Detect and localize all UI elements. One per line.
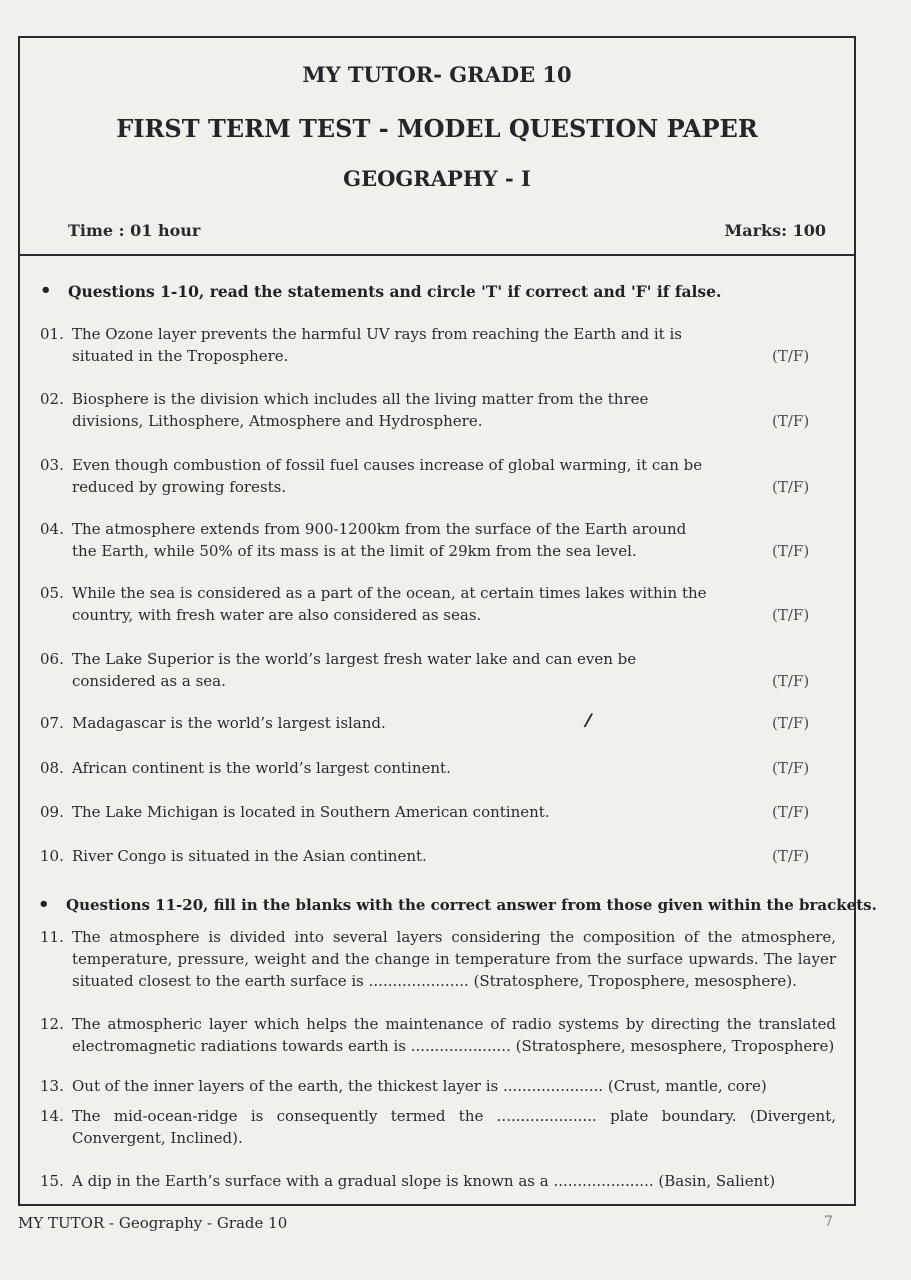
question-number: 08.: [40, 759, 64, 777]
bullet-icon: •: [40, 280, 52, 301]
footer-label: MY TUTOR - Geography - Grade 10: [18, 1214, 288, 1232]
question-text: African continent is the world’s largest continent.: [72, 759, 451, 777]
question-number: 14.: [40, 1107, 64, 1125]
question-text: The Ozone layer prevents the harmful UV rays from reaching the Earth and it is situated in the Troposphere.: [72, 325, 682, 365]
question-text: A dip in the Earth’s surface with a gradual slope is known as a ..................... (Basin, Salient): [72, 1172, 776, 1190]
question-text: The Lake Michigan is located in Southern American continent.: [72, 803, 550, 821]
question-text: Out of the inner layers of the earth, the thickest layer is ..................... (Crust, mantle, core): [72, 1077, 767, 1095]
question-number: 06.: [40, 650, 64, 668]
true-false-label[interactable]: (T/F): [772, 803, 810, 821]
header-subtitle: FIRST TERM TEST - MODEL QUESTION PAPER: [116, 114, 758, 143]
question-text: The atmospheric layer which helps the maintenance of radio systems by directing the translated electromagnetic radiations towards earth is ..................... (Stratosphere, mesosphere, Troposphere): [72, 1015, 836, 1055]
time-label: Time : 01 hour: [68, 221, 201, 240]
question-number: 01.: [40, 325, 64, 343]
true-false-label[interactable]: (T/F): [772, 672, 810, 690]
true-false-label[interactable]: (T/F): [772, 714, 810, 732]
question-number: 15.: [40, 1172, 64, 1190]
question-text: Biosphere is the division which includes all the living matter from the three divisions, Lithosphere, Atmosphere and Hydrosphere.: [72, 390, 649, 430]
question-text: Madagascar is the world’s largest island.: [72, 714, 386, 732]
question-text: The mid-ocean-ridge is consequently termed the ..................... plate boundary. (Divergent, Convergent, Inclined).: [72, 1107, 836, 1147]
question-number: 05.: [40, 584, 64, 602]
tf-instruction-text: Questions 1-10, read the statements and circle 'T' if correct and 'F' if false.: [68, 282, 722, 301]
header-title: MY TUTOR- GRADE 10: [302, 62, 572, 87]
question-number: 02.: [40, 390, 64, 408]
true-false-label[interactable]: (T/F): [772, 347, 810, 365]
fill-instruction-text: Questions 11-20, fill in the blanks with the correct answer from those given within the brackets.: [66, 896, 877, 914]
question-number: 13.: [40, 1077, 64, 1095]
true-false-label[interactable]: (T/F): [772, 412, 810, 430]
question-number: 03.: [40, 456, 64, 474]
true-false-label[interactable]: (T/F): [772, 478, 810, 496]
true-false-label[interactable]: (T/F): [772, 542, 810, 560]
page-number: 7: [824, 1214, 833, 1230]
question-text: The Lake Superior is the world’s largest fresh water lake and can even be considered as a sea.: [72, 650, 637, 690]
question-number: 07.: [40, 714, 64, 732]
question-number: 09.: [40, 803, 64, 821]
stray-pen-mark: /: [582, 709, 594, 732]
true-false-label[interactable]: (T/F): [772, 606, 810, 624]
question-text: While the sea is considered as a part of the ocean, at certain times lakes within the country, with fresh water are also considered as seas.: [72, 584, 707, 624]
question-text: Even though combustion of fossil fuel causes increase of global warming, it can be reduced by growing forests.: [72, 456, 703, 496]
header-subject: GEOGRAPHY - I: [343, 166, 531, 191]
question-number: 11.: [40, 928, 64, 946]
question-text: River Congo is situated in the Asian continent.: [72, 847, 427, 865]
question-number: 10.: [40, 847, 64, 865]
question-text: The atmosphere extends from 900-1200km from the surface of the Earth around the Earth, while 50% of its mass is at the limit of 29km from the sea level.: [72, 520, 687, 560]
true-false-label[interactable]: (T/F): [772, 847, 810, 865]
question-number: 12.: [40, 1015, 64, 1033]
question-number: 04.: [40, 520, 64, 538]
question-text: The atmosphere is divided into several layers considering the composition of the atmosphere, temperature, pressure, weight and the change in temperature from the surface upwards. The layer situated closest to the earth surface is ..................... (Stratosphere, Troposphere, mesosphere).: [72, 928, 836, 990]
true-false-label[interactable]: (T/F): [772, 759, 810, 777]
paper-header: [20, 38, 854, 256]
bullet-icon: •: [38, 894, 50, 915]
marks-label: Marks: 100: [724, 221, 826, 240]
